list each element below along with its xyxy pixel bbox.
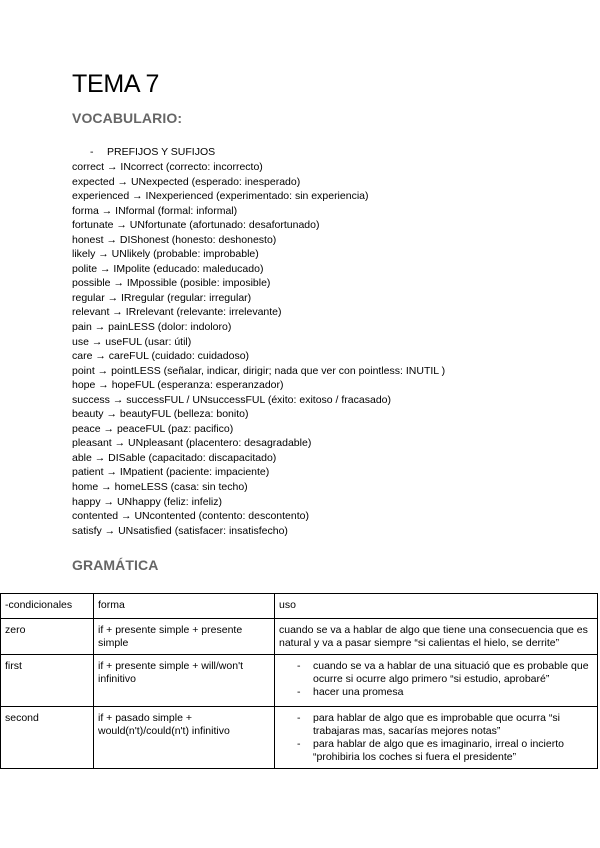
vocab-item: relevant → IRrelevant (relevante: irrelevante) bbox=[72, 306, 282, 319]
vocab-item: possible → IMpossible (posible: imposible) bbox=[72, 277, 271, 290]
use-list bbox=[279, 660, 593, 699]
table-header-row bbox=[1, 594, 598, 619]
vocabulary-list bbox=[72, 160, 445, 538]
cell-use bbox=[275, 707, 598, 769]
vocab-item: care → careFUL (cuidado: cuidadoso) bbox=[72, 350, 250, 363]
prefixes-suffixes-heading bbox=[90, 146, 215, 158]
cell-use bbox=[275, 655, 598, 707]
vocab-item: happy → UNhappy (feliz: infeliz) bbox=[72, 495, 222, 508]
cell-type: zero bbox=[1, 619, 94, 655]
vocab-item: forma → INformal (formal: informal) bbox=[72, 204, 238, 217]
vocab-item: use → useFUL (usar: útil) bbox=[72, 335, 192, 348]
vocab-item: honest → DIShonest (honesto: deshonesto) bbox=[72, 233, 277, 246]
use-item: - cuando se va a hablar de una situació que es probable que ocurre si ocurre algo primero “si estudio, aprobaré” bbox=[297, 660, 593, 686]
use-list bbox=[279, 712, 593, 764]
vocab-item: experienced → INexperienced (experimentado: sin experiencia) bbox=[72, 190, 369, 203]
cell-form: if + presente simple + presente simple bbox=[94, 619, 275, 655]
header-form: forma bbox=[94, 594, 275, 619]
header-conditionals: -condicionales bbox=[1, 594, 94, 619]
table-row-first bbox=[1, 655, 598, 707]
list-dash: - bbox=[90, 146, 94, 158]
vocab-item: correct → INcorrect (correcto: incorrecto) bbox=[72, 161, 263, 173]
conditionals-table bbox=[0, 593, 598, 769]
vocab-item: pleasant → UNpleasant (placentero: desagradable) bbox=[72, 437, 312, 450]
table-row-zero bbox=[1, 619, 598, 655]
use-item: - para hablar de algo que es imaginario, irreal o incierto “prohibiria los coches si fuera el presidente” bbox=[297, 738, 593, 764]
header-use: uso bbox=[275, 594, 598, 619]
cell-type: second bbox=[1, 707, 94, 769]
vocab-item: point → pointLESS (señalar, indicar, dirigir; nada que ver con pointless: INUTIL ) bbox=[72, 364, 446, 377]
vocab-item: expected → UNexpected (esperado: inesperado) bbox=[72, 175, 301, 188]
use-item: - para hablar de algo que es improbable que ocurra “si trabajaras mas, sacarías mejores notas” bbox=[297, 712, 593, 738]
vocab-item: peace → peaceFUL (paz: pacifico) bbox=[72, 422, 234, 435]
vocab-item: regular → IRregular (regular: irregular) bbox=[72, 291, 252, 304]
vocab-item: patient → IMpatient (paciente: impaciente) bbox=[72, 466, 270, 479]
vocab-item: polite → IMpolite (educado: maleducado) bbox=[72, 262, 264, 275]
vocab-item: able → DISable (capacitado: discapacitado) bbox=[72, 451, 277, 464]
cell-use: cuando se va a hablar de algo que tiene una consecuencia que es natural y va a pasar siempre “si calientas el hielo, se derrite” bbox=[275, 619, 598, 655]
vocab-item: success → successFUL / UNsuccessFUL (éxito: exitoso / fracasado) bbox=[72, 393, 391, 406]
vocab-item: likely → UNlikely (probable: improbable) bbox=[72, 248, 259, 261]
page-title: TEMA 7 bbox=[72, 70, 160, 98]
cell-form: if + pasado simple + would(n't)/could(n't) infinitivo bbox=[94, 707, 275, 769]
vocab-item: satisfy → UNsatisfied (satisfacer: insatisfecho) bbox=[72, 524, 288, 537]
grammar-heading: GRAMÁTICA bbox=[72, 557, 159, 573]
vocab-item: fortunate → UNfortunate (afortunado: desafortunado) bbox=[72, 219, 320, 232]
table-row-second bbox=[1, 707, 598, 769]
vocab-item: beauty → beautyFUL (belleza: bonito) bbox=[72, 408, 249, 421]
vocab-item: contented → UNcontented (contento: descontento) bbox=[72, 510, 309, 523]
vocab-item: pain → painLESS (dolor: indoloro) bbox=[72, 321, 232, 334]
vocabulary-heading: VOCABULARIO: bbox=[72, 110, 183, 126]
vocab-item: home → homeLESS (casa: sin techo) bbox=[72, 481, 248, 494]
vocab-item: hope → hopeFUL (esperanza: esperanzador) bbox=[72, 379, 284, 392]
cell-form: if + presente simple + will/won't infinitivo bbox=[94, 655, 275, 707]
cell-type: first bbox=[1, 655, 94, 707]
prefixes-suffixes-label: PREFIJOS Y SUFIJOS bbox=[107, 146, 216, 158]
use-item: - hacer una promesa bbox=[297, 686, 593, 699]
